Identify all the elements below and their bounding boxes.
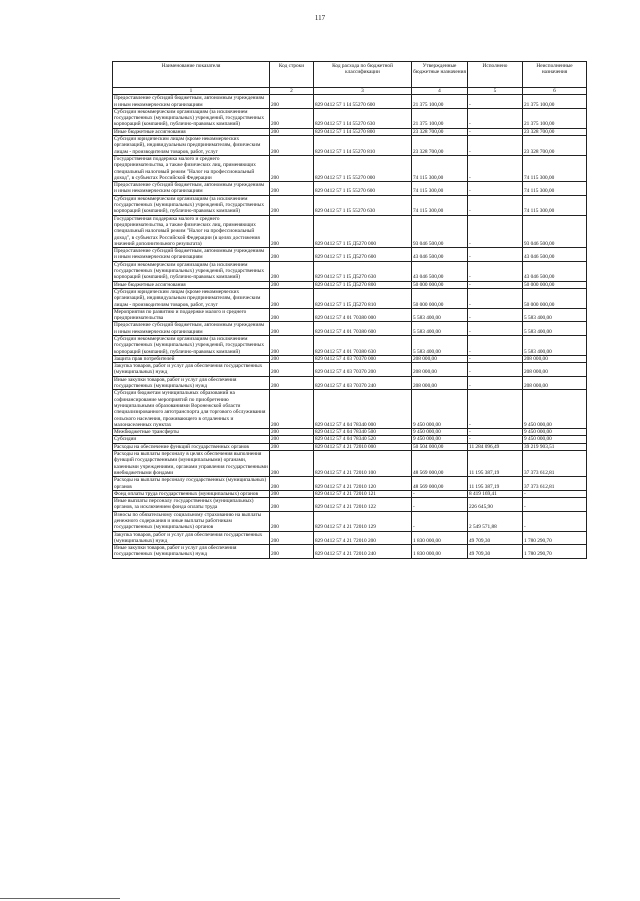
row-approved: 50 000 000,00 [412,288,468,308]
row-line-code: 200 [270,308,314,322]
row-budget-code: 829 0412 57 4 04 78340 500 [314,429,412,436]
row-remaining: 208 000,00 [523,376,587,390]
row-line-code: 200 [270,511,314,531]
row-executed: 226 645,90 [468,498,523,512]
header-line-code: Код строки [270,62,314,88]
row-remaining: 208 000,00 [523,363,587,377]
row-budget-code: 829 0412 57 1 I4 55270 810 [314,136,412,156]
row-approved: 93 046 500,00 [412,215,468,247]
row-line-code: 200 [270,248,314,262]
row-line-code: 200 [270,128,314,135]
row-approved: 48 569 000,00 [412,451,468,477]
row-executed: - [468,429,523,436]
row-remaining: 39 219 903,51 [523,443,587,450]
row-executed: - [468,248,523,262]
row-budget-code: 829 0412 57 4 21 72010 000 [314,443,412,450]
row-budget-code: 829 0412 57 1 I4 55270 800 [314,128,412,135]
column-number: 4 [412,88,468,95]
row-approved: 74 115 300,00 [412,155,468,181]
row-remaining: 37 373 612,81 [523,451,587,477]
row-approved: 43 046 500,00 [412,248,468,262]
row-line-code: 200 [270,322,314,336]
row-line-code: 200 [270,477,314,491]
row-line-code: 200 [270,288,314,308]
row-remaining: 21 375 100,00 [523,95,587,109]
table-row [113,363,587,377]
row-remaining: 23 328 700,00 [523,128,587,135]
row-name: Закупка товаров, работ и услуг для обеспечения государственных (муниципальных) нужд [113,363,270,377]
row-name: Предоставление субсидий бюджетным, автономным учреждениям и иным некоммерческим организациям [113,248,270,262]
row-budget-code: 829 0412 57 4 01 70380 630 [314,335,412,355]
row-approved: 5 583 400,00 [412,308,468,322]
row-budget-code: 829 0412 57 1 I5 Д5270 630 [314,261,412,281]
row-name: Иные бюджетные ассигнования [113,128,270,135]
row-remaining: - [523,490,587,497]
row-line-code: 200 [270,95,314,109]
row-name: Расходы на выплаты персоналу в целях обеспечения выполнения функций государственными (муниципальными) органами, казенными учреждениями, органами управления государственными внебюджетными фондами [114,451,268,476]
row-budget-code: 829 0412 57 4 03 70370 240 [314,376,412,390]
row-line-code: 200 [270,498,314,512]
row-remaining: 21 375 100,00 [523,108,587,128]
table-row [113,477,587,491]
row-approved: 1 830 000,00 [412,531,468,545]
row-approved: 5 583 400,00 [412,322,468,336]
row-name: Субсидии некоммерческим организациям (за исключением государственных (муниципальных) учреждений, государственных корпораций (компаний), публично-правовых компаний) [113,335,270,355]
table-row [113,288,587,308]
row-budget-code: 829 0412 57 4 04 78340 000 [314,390,412,429]
row-remaining: 37 373 612,81 [523,477,587,491]
row-name: Субсидии некоммерческим организациям (за исключением государственных (муниципальных) учреждений, государственных корпораций (компаний), публично-правовых компаний) [113,261,270,281]
table-row [113,95,587,109]
row-approved: 23 328 700,00 [412,136,468,156]
row-line-code: 200 [270,108,314,128]
row-budget-code: 829 0412 57 4 21 72010 121 [314,490,412,497]
row-executed: 8 419 169,41 [468,490,523,497]
table-row [113,429,587,436]
row-approved: 43 046 500,00 [412,261,468,281]
row-name: Предоставление субсидий бюджетным, автономным учреждениям и иным некоммерческим организациям [113,182,270,196]
table-row [113,155,587,181]
table-row [113,195,587,215]
row-name: Иные бюджетные ассигнования [113,281,270,288]
row-budget-code: 829 0412 57 1 I4 55270 600 [314,95,412,109]
row-remaining: - [523,511,587,531]
header-indicator-name: Наименование показателя [113,62,270,88]
row-executed: - [468,108,523,128]
row-executed: 49 709,30 [468,545,523,559]
row-line-code: 200 [270,429,314,436]
row-executed: - [468,355,523,362]
table-row [113,451,587,477]
table-row [113,436,587,443]
row-executed: - [468,363,523,377]
row-line-code: 200 [270,436,314,443]
row-approved: - [412,511,468,531]
row-remaining: 1 780 290,70 [523,531,587,545]
row-name: Иные закупки товаров, работ и услуг для обеспечения государственных (муниципальных) нужд [113,545,270,559]
row-name: Субсидии юридическим лицам (кроме некоммерческих организаций), индивидуальным предпринимателям, физическим лицам - производителям товаров, работ, услуг [113,136,270,156]
row-remaining: 9 450 000,00 [523,390,587,429]
row-remaining: 74 115 300,00 [523,155,587,181]
table-header-row [113,62,587,88]
row-name: Субсидии юридическим лицам (кроме некоммерческих организаций), индивидуальным предпринимателям, физическим лицам - производителям товаров, работ, услуг [113,288,270,308]
row-line-code: 200 [270,182,314,196]
row-name: Государственная поддержка малого и среднего предпринимательства, а также физических лиц, применяющих специальный налоговый режим "Налог на профессиональный доход", в субъектах Российской Федерации (в целях достижения значений дополнительного результата) [113,215,270,247]
row-approved: - [412,490,468,497]
table-row [113,545,587,559]
row-executed: 11 195 387,19 [468,451,523,477]
row-budget-code: 829 0412 57 4 21 72010 240 [314,545,412,559]
row-remaining: 9 450 000,00 [523,429,587,436]
row-remaining: 5 583 400,00 [523,322,587,336]
row-remaining: - [523,498,587,512]
row-executed: - [468,308,523,322]
row-name: Расходы на выплаты персоналу государственных (муниципальных) органов [113,477,270,491]
table-row [113,390,587,429]
row-budget-code: 829 0412 57 1 I5 Д5270 800 [314,281,412,288]
row-line-code: 200 [270,376,314,390]
page-number: 117 [314,14,326,22]
row-executed: - [468,390,523,429]
row-executed: - [468,436,523,443]
column-number: 3 [314,88,412,95]
row-name: Предоставление субсидий бюджетным, автономным учреждениям и иным некоммерческим организациям [113,95,270,109]
row-approved: 208 000,00 [412,363,468,377]
column-number: 2 [270,88,314,95]
row-name: Взносы по обязательному социальному страхованию на выплаты денежного содержания и иные выплаты работникам государственных (муниципальных) органов [113,511,270,531]
row-executed: - [468,281,523,288]
table-row [113,136,587,156]
header-budget-code: Код расхода по бюджетной классификации [314,62,412,88]
row-budget-code: 829 0412 57 4 04 78340 520 [314,436,412,443]
row-approved: 208 000,00 [412,355,468,362]
row-name: Государственная поддержка малого и среднего предпринимательства, а также физических лиц, применяющих специальный налоговый режим "Налог на профессиональный доход", в субъектах Российской Федерации [113,155,270,181]
row-line-code: 200 [270,545,314,559]
row-line-code: 200 [270,490,314,497]
row-approved: 50 000 000,00 [412,281,468,288]
row-approved: 48 569 000,00 [412,477,468,491]
row-approved: 9 450 000,00 [412,436,468,443]
row-executed: - [468,261,523,281]
row-line-code: 200 [270,261,314,281]
row-remaining: 50 000 000,00 [523,281,587,288]
row-line-code: 200 [270,281,314,288]
row-budget-code: 829 0412 57 4 01 70380 600 [314,322,412,336]
row-name: Закупка товаров, работ и услуг для обеспечения государственных (муниципальных) нужд [113,531,270,545]
row-name: Субсидии некоммерческим организациям (за исключением государственных (муниципальных) учреждений, государственных корпораций (компаний), публично-правовых компаний) [113,108,270,128]
column-number: 1 [113,88,270,95]
budget-execution-table [112,61,587,559]
row-budget-code: 829 0412 57 1 I5 55270 630 [314,195,412,215]
row-line-code: 200 [270,155,314,181]
row-line-code: 200 [270,215,314,247]
row-line-code: 200 [270,363,314,377]
row-executed: 49 709,30 [468,531,523,545]
row-approved: 21 375 100,00 [412,108,468,128]
row-executed: - [468,215,523,247]
row-executed: - [468,288,523,308]
table-row [113,490,587,497]
row-budget-code: 829 0412 57 1 I5 Д5270 600 [314,248,412,262]
row-remaining: 1 780 290,70 [523,545,587,559]
row-executed: - [468,95,523,109]
row-name: Иные закупки товаров, работ и услуг для обеспечения государственных (муниципальных) нужд [113,376,270,390]
row-name: Субсидии бюджетам муниципальных образований на софинансирование мероприятий по приобретению муниципальными образованиями Воронежской области специализированного автотранспорта для торгового обслуживания сельского населения, проживающего в отдаленных и малонаселенных пунктах [113,390,270,429]
row-executed: - [468,335,523,355]
header-executed: Исполнено [468,62,523,88]
row-executed: - [468,322,523,336]
row-budget-code: 829 0412 57 1 I4 55270 630 [314,108,412,128]
row-line-code: 200 [270,195,314,215]
table-row [113,498,587,512]
row-budget-code: 829 0412 57 1 I5 Д5270 810 [314,288,412,308]
row-name: Межбюджетные трансферты [113,429,270,436]
row-budget-code: 829 0412 57 4 21 72010 200 [314,531,412,545]
table-row [113,248,587,262]
row-budget-code: 829 0412 57 1 I5 Д5270 000 [314,215,412,247]
row-executed: 11 195 387,19 [468,477,523,491]
row-remaining: 208 000,00 [523,355,587,362]
row-remaining: 50 000 000,00 [523,288,587,308]
row-line-code: 200 [270,355,314,362]
row-name: Защита прав потребителей [113,355,270,362]
row-approved: 208 000,00 [412,376,468,390]
header-approved: Утвержденные бюджетные назначения [412,62,468,88]
row-approved: - [412,498,468,512]
table-row [113,281,587,288]
row-remaining: 74 115 300,00 [523,182,587,196]
bottom-edge-line [0,898,120,899]
row-name: Иные выплаты персоналу государственных (муниципальных) органов, за исключением фонда оплаты труда [113,498,270,512]
row-budget-code: 829 0412 57 4 03 70370 000 [314,355,412,362]
column-number-row [113,88,587,95]
table-row [113,322,587,336]
row-approved: 9 450 000,00 [412,429,468,436]
row-approved: 74 115 300,00 [412,195,468,215]
row-line-code: 200 [270,390,314,429]
row-approved: 74 115 300,00 [412,182,468,196]
row-line-code: 200 [270,451,314,477]
row-budget-code: 829 0412 57 4 01 70380 000 [314,308,412,322]
row-name: Субсидии некоммерческим организациям (за исключением государственных (муниципальных) учреждений, государственных корпораций (компаний), публично-правовых компаний) [113,195,270,215]
table-row [113,335,587,355]
table-row [113,261,587,281]
table-row [113,443,587,450]
row-executed: - [468,128,523,135]
row-budget-code: 829 0412 57 4 21 72010 120 [314,477,412,491]
row-approved: 5 583 400,00 [412,335,468,355]
row-budget-code: 829 0412 57 4 03 70370 200 [314,363,412,377]
row-approved: 9 450 000,00 [412,390,468,429]
row-line-code: 200 [270,335,314,355]
row-executed: 2 549 571,88 [468,511,523,531]
row-executed: 11 284 096,49 [468,443,523,450]
row-approved: 23 328 700,00 [412,128,468,135]
row-remaining: 43 046 500,00 [523,248,587,262]
row-budget-code: 829 0412 57 4 21 72010 122 [314,498,412,512]
row-name: Предоставление субсидий бюджетным, автономным учреждениям и иным некоммерческим организациям [113,322,270,336]
row-approved: 21 375 100,00 [412,95,468,109]
table-row [113,376,587,390]
row-line-code: 200 [270,531,314,545]
row-line-code: 200 [270,136,314,156]
row-remaining: 9 450 000,00 [523,436,587,443]
row-approved: 1 830 000,00 [412,545,468,559]
row-remaining: 74 115 300,00 [523,195,587,215]
header-remaining: Неисполненные назначения [523,62,587,88]
table-row [113,511,587,531]
column-number: 5 [468,88,523,95]
row-name: Фонд оплаты труда государственных (муниципальных) органов [113,490,270,497]
row-executed: - [468,155,523,181]
row-remaining: 5 583 400,00 [523,308,587,322]
row-name: Субсидии [113,436,270,443]
row-executed: - [468,195,523,215]
row-budget-code: 829 0412 57 1 I5 55270 000 [314,155,412,181]
row-name: Расходы на обеспечение функций государственных органов [113,443,270,450]
table-row [113,108,587,128]
row-remaining: 5 583 400,00 [523,335,587,355]
row-approved: 50 504 000,00 [412,443,468,450]
row-budget-code: 829 0412 57 4 21 72010 129 [314,511,412,531]
row-line-code: 200 [270,443,314,450]
row-executed: - [468,376,523,390]
table-row [113,182,587,196]
row-remaining: 43 046 500,00 [523,261,587,281]
table-row [113,128,587,135]
table-row [113,215,587,247]
column-number: 6 [523,88,587,95]
row-executed: - [468,136,523,156]
row-name: Мероприятия по развитию и поддержке малого и среднего предпринимательства [113,308,270,322]
row-remaining: 23 328 700,00 [523,136,587,156]
table-row [113,308,587,322]
row-remaining: 93 046 500,00 [523,215,587,247]
row-budget-code: 829 0412 57 4 21 72010 100 [314,451,412,477]
row-executed: - [468,182,523,196]
table-row [113,531,587,545]
row-budget-code: 829 0412 57 1 I5 55270 600 [314,182,412,196]
table-row [113,355,587,362]
